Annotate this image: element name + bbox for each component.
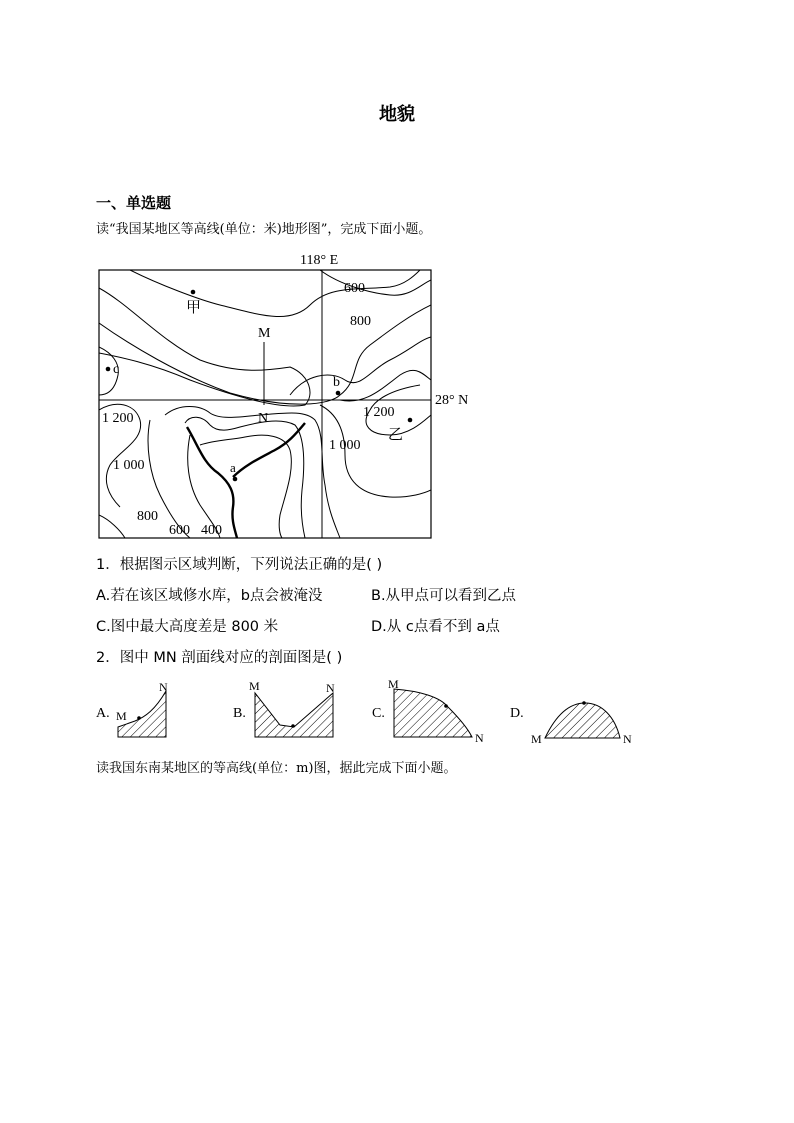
question-1-stem: 根据图示区域判断，下列说法正确的是( ) [119, 557, 383, 573]
contour-map [90, 245, 470, 545]
contour-line [165, 407, 340, 539]
contour-line [99, 515, 125, 538]
contour-line [185, 417, 305, 538]
question-2-number: 2． [96, 650, 120, 666]
profile-option-a[interactable] [96, 680, 168, 737]
contour-label-600: 600 [344, 281, 365, 296]
profile-option-d[interactable] [510, 701, 632, 746]
intro-text-2: 读我国东南某地区的等高线(单位：m)图，据此完成下面小题。 [96, 761, 457, 776]
point-c [106, 367, 111, 372]
question-2 [96, 646, 342, 667]
profile-b-shape [255, 693, 333, 737]
question-1 [96, 553, 382, 574]
contour-line [290, 337, 431, 395]
profile-c-letter: C. [372, 706, 385, 721]
question-2-stem: 图中 MN 剖面线对应的剖面图是( ) [119, 650, 343, 666]
river [187, 427, 237, 538]
label-jia: 甲 [186, 300, 202, 316]
profile-b-m: M [249, 679, 260, 693]
label-a: a [230, 460, 236, 475]
latitude-label: 28° N [435, 393, 469, 408]
q1-option-b[interactable]: B.从甲点可以看到乙点 [371, 588, 517, 604]
profile-d-n: N [623, 732, 632, 746]
contour-label-1000-west: 1 000 [113, 458, 145, 473]
label-yi: 乙 [388, 427, 404, 443]
map-frame [99, 270, 431, 538]
contour-label-400: 400 [201, 523, 222, 538]
point-b [336, 391, 341, 396]
profile-d-shape [545, 703, 620, 738]
label-n: N [258, 411, 269, 426]
profile-option-b[interactable] [233, 679, 335, 737]
profile-d-letter: D. [510, 706, 524, 721]
profile-b-letter: B. [233, 706, 246, 721]
question-1-number: 1． [96, 557, 120, 573]
point-a [233, 477, 238, 482]
profile-b-n: N [326, 681, 335, 695]
profile-options [90, 675, 650, 750]
contour-label-1000-east: 1 000 [329, 438, 361, 453]
contour-label-800-south: 800 [137, 509, 158, 524]
q1-option-c[interactable]: C.图中最大高度差是 800 米 [96, 619, 279, 635]
contour-line [99, 288, 310, 406]
contour-label-600-south: 600 [169, 523, 190, 538]
contour-label-1200-west: 1 200 [102, 411, 134, 426]
profile-a-m: M [116, 709, 127, 723]
profile-option-c[interactable] [372, 677, 484, 745]
contour-label-800: 800 [350, 314, 371, 329]
profile-d-m: M [531, 732, 542, 746]
point-jia [191, 290, 196, 295]
page-title: 地貌 [379, 104, 415, 125]
contour-label-1200-east: 1 200 [363, 405, 395, 420]
river-tributary [233, 423, 305, 477]
section-heading: 一、单选题 [96, 194, 172, 212]
profile-a-n: N [159, 680, 168, 694]
label-c: c [113, 362, 120, 377]
profile-c-n: N [475, 731, 484, 745]
profile-c-m: M [388, 677, 399, 691]
label-b: b [333, 375, 340, 390]
q1-option-a[interactable]: A.若在该区域修水库，b点会被淹没 [96, 588, 323, 604]
intro-text: 读“我国某地区等高线(单位：米)地形图”，完成下面小题。 [96, 222, 432, 237]
point-yi [408, 418, 413, 423]
q1-option-d[interactable]: D.从 c点看不到 a点 [371, 619, 500, 635]
profile-c-shape [394, 689, 472, 737]
label-m: M [258, 326, 271, 341]
profile-a-letter: A. [96, 706, 110, 721]
longitude-label: 118° E [300, 253, 339, 268]
